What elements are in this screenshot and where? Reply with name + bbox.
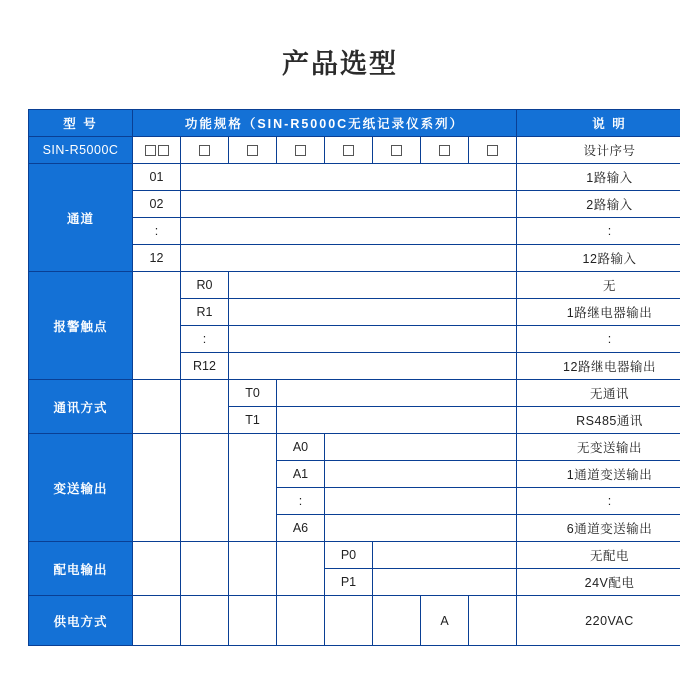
spacer-cell	[373, 542, 517, 569]
spacer-cell	[325, 461, 517, 488]
spacer-cell	[325, 488, 517, 515]
table-row	[29, 137, 680, 164]
spacer-cell	[181, 218, 517, 245]
model-code-cell: SIN-R5000C	[29, 137, 133, 164]
code-cell: P1	[325, 569, 373, 596]
spacer-cell	[325, 596, 373, 646]
spacer-cell	[181, 164, 517, 191]
spacer-cell	[229, 434, 277, 542]
desc-cell: RS485通讯	[517, 407, 680, 434]
checkbox-cell	[325, 137, 373, 164]
code-cell: A1	[277, 461, 325, 488]
spacer-cell	[181, 245, 517, 272]
checkbox-cell	[469, 137, 517, 164]
spacer-cell	[229, 326, 517, 353]
header-desc: 说 明	[517, 110, 680, 137]
square-icon	[199, 145, 210, 156]
code-cell: :	[133, 218, 181, 245]
spacer-cell	[373, 569, 517, 596]
spacer-cell	[181, 191, 517, 218]
group-communication: 通讯方式	[29, 380, 133, 434]
table-header-row	[29, 110, 680, 137]
code-cell: P0	[325, 542, 373, 569]
spacer-cell	[325, 515, 517, 542]
checkbox-cell	[373, 137, 421, 164]
desc-cell: 24V配电	[517, 569, 680, 596]
table-row	[29, 272, 680, 299]
spacer-cell	[277, 380, 517, 407]
desc-cell: 6通道变送输出	[517, 515, 680, 542]
desc-cell: 12路继电器输出	[517, 353, 680, 380]
code-cell: T1	[229, 407, 277, 434]
code-cell: R0	[181, 272, 229, 299]
spacer-cell	[277, 542, 325, 596]
checkbox-cell	[277, 137, 325, 164]
code-cell: T0	[229, 380, 277, 407]
spacer-cell	[325, 434, 517, 461]
square-icon	[158, 145, 169, 156]
checkbox-pair-cell	[133, 137, 181, 164]
desc-cell: 220VAC	[517, 596, 680, 646]
spacer-cell	[133, 434, 181, 542]
group-transmit-output: 变送输出	[29, 434, 133, 542]
square-icon	[295, 145, 306, 156]
group-power-supply: 供电方式	[29, 596, 133, 646]
spacer-cell	[133, 380, 181, 434]
desc-cell: 无变送输出	[517, 434, 680, 461]
code-cell: R12	[181, 353, 229, 380]
group-alarm-contact: 报警触点	[29, 272, 133, 380]
spacer-cell	[229, 542, 277, 596]
spacer-cell	[133, 272, 181, 380]
spacer-cell	[181, 380, 229, 434]
code-cell: 01	[133, 164, 181, 191]
desc-cell: 无	[517, 272, 680, 299]
code-cell: A0	[277, 434, 325, 461]
code-cell: A6	[277, 515, 325, 542]
product-selection-table	[28, 109, 680, 646]
square-icon	[391, 145, 402, 156]
square-icon	[247, 145, 258, 156]
spacer-cell	[181, 434, 229, 542]
checkbox-cell	[181, 137, 229, 164]
desc-cell: 1路继电器输出	[517, 299, 680, 326]
code-cell: 12	[133, 245, 181, 272]
desc-cell: 1路输入	[517, 164, 680, 191]
table-row	[29, 164, 680, 191]
spacer-cell	[277, 407, 517, 434]
table-row	[29, 542, 680, 569]
code-cell: :	[277, 488, 325, 515]
group-channel: 通道	[29, 164, 133, 272]
spacer-cell	[181, 596, 229, 646]
spacer-cell	[133, 542, 181, 596]
spacer-cell	[373, 596, 421, 646]
header-spec: 功能规格（SIN-R5000C无纸记录仪系列）	[133, 110, 517, 137]
spacer-cell	[229, 299, 517, 326]
desc-cell: :	[517, 218, 680, 245]
group-power-distribution: 配电输出	[29, 542, 133, 596]
spacer-cell	[469, 596, 517, 646]
table-row	[29, 380, 680, 407]
spacer-cell	[277, 596, 325, 646]
header-model: 型 号	[29, 110, 133, 137]
square-icon	[439, 145, 450, 156]
spacer-cell	[229, 272, 517, 299]
checkbox-cell	[421, 137, 469, 164]
desc-design-serial: 设计序号	[517, 137, 680, 164]
desc-cell: :	[517, 326, 680, 353]
desc-cell: 2路输入	[517, 191, 680, 218]
spacer-cell	[229, 353, 517, 380]
square-icon	[343, 145, 354, 156]
desc-cell: 无配电	[517, 542, 680, 569]
code-cell: R1	[181, 299, 229, 326]
table-row	[29, 434, 680, 461]
code-cell: A	[421, 596, 469, 646]
code-cell: 02	[133, 191, 181, 218]
spacer-cell	[133, 596, 181, 646]
spacer-cell	[181, 542, 229, 596]
desc-cell: 1通道变送输出	[517, 461, 680, 488]
desc-cell: 无通讯	[517, 380, 680, 407]
spec-table-container	[28, 109, 652, 646]
page-title: 产品选型	[0, 42, 680, 81]
desc-cell: 12路输入	[517, 245, 680, 272]
spacer-cell	[229, 596, 277, 646]
code-cell: :	[181, 326, 229, 353]
square-icon	[487, 145, 498, 156]
checkbox-cell	[229, 137, 277, 164]
square-icon	[145, 145, 156, 156]
table-row	[29, 596, 680, 646]
desc-cell: :	[517, 488, 680, 515]
